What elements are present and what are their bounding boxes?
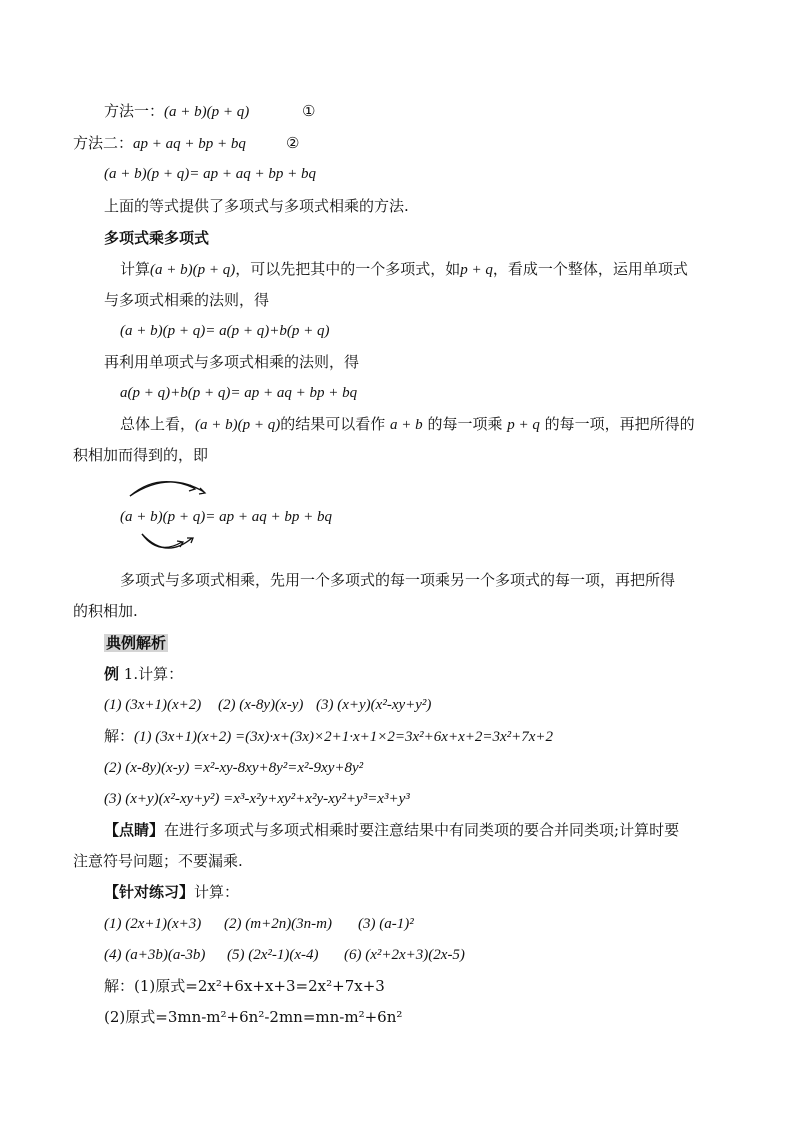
practice-question-1: (1) (2x+1)(x+3) (104, 916, 202, 932)
practice-title (104, 882, 239, 902)
method-one-expression: (a + b)(p + q) (164, 104, 250, 120)
practice-question-5: (5) (2x²-1)(x-4) (227, 947, 319, 963)
solution-1-expression: (1) (3x+1)(x+2) =(3x)·x+(3x)×2+1·x+1×2=3x²+6x+x+2=3x²+7x+2 (134, 729, 554, 745)
practice-question-2: (2) (m+2n)(3n-m) (224, 916, 333, 932)
para3-text-e: 的每一项乘 (427, 415, 503, 433)
practice-answer-2: (2)原式=3mn-m²+6n²-2mn=mn-m²+6n² (104, 1008, 403, 1026)
para1-text-a: 计算 (120, 260, 151, 278)
practice-answer-1: 解：(1)原式=2x²+6x+x+3=2x²+7x+3 (104, 977, 385, 995)
method-one-label: 方法一： (104, 102, 165, 120)
practice-title-text: 计算： (194, 883, 240, 901)
para1-expr-d: p + q (460, 262, 493, 278)
para3-text-g: 的每一项，再把所得的 (544, 415, 695, 433)
practice-question-6: (6) (x²+2x+3)(2x-5) (344, 947, 465, 963)
paragraph-1-line-1 (120, 259, 688, 280)
solution-1 (104, 726, 553, 747)
para1-text-e: ，看成一个整体，运用单项式 (492, 260, 688, 278)
example-title-text: 1.计算： (119, 665, 184, 683)
equality-line: (a + b)(p + q)= ap + aq + bp + bq (104, 166, 316, 182)
tip-line-1 (104, 820, 679, 840)
rule-line-2: 的积相加. (73, 602, 138, 620)
arrow-arc-top-2 (130, 482, 204, 496)
arrow-arc-bottom-2 (142, 534, 192, 548)
paragraph-1-line-2: 与多项式相乘的法则，得 (104, 291, 270, 309)
step-1-equation: (a + b)(p + q)= a(p + q)+b(p + q) (120, 323, 330, 339)
example-label: 例 (104, 665, 120, 683)
equation-mark-1: ① (302, 102, 316, 120)
top-arrows-diagram (118, 472, 218, 502)
practice-question-4: (4) (a+3b)(a-3b) (104, 947, 206, 963)
tip-text: 在进行多项式与多项式相乘时要注意结果中有同类项的要合并同类项;计算时要 (164, 821, 680, 839)
tip-label: 【点睛】 (104, 821, 165, 839)
example-question-3: (3) (x+y)(x²-xy+y²) (316, 697, 432, 713)
arrow-arc-bottom-1 (142, 534, 182, 547)
example-question-2: (2) (x-8y)(x-y) (218, 697, 304, 713)
diagram-expression: (a + b)(p + q)= ap + aq + bp + bq (120, 509, 332, 525)
para1-expr-b: (a + b)(p + q) (150, 262, 236, 278)
para3-expr-b: (a + b)(p + q) (195, 417, 281, 433)
section-highlight: 典例解析 (106, 634, 167, 652)
para3-expr-f: p + q (507, 417, 540, 433)
paragraph-3-line-1 (120, 414, 695, 435)
method-one-line (104, 101, 249, 122)
practice-label: 【针对练习】 (104, 883, 195, 901)
example-title (104, 664, 183, 684)
method-two-label: 方法二： (73, 134, 134, 152)
step-2-equation: a(p + q)+b(p + q)= ap + aq + bp + bq (120, 385, 358, 401)
para3-text-c: 的结果可以看作 (280, 415, 386, 433)
method-statement: 上面的等式提供了多项式与多项式相乘的方法. (104, 197, 409, 215)
rule-line-1: 多项式与多项式相乘，先用一个多项式的每一项乘另一个多项式的每一项，再把所得 (120, 571, 676, 589)
section-heading: 多项式乘多项式 (104, 229, 210, 247)
example-question-1: (1) (3x+1)(x+2) (104, 697, 202, 713)
method-two-expression: ap + aq + bp + bq (133, 136, 246, 152)
solution-3: (3) (x+y)(x²-xy+y²) =x³-x²y+xy²+x²y-xy²+y³=x³+y³ (104, 791, 410, 807)
paragraph-2: 再利用单项式与多项式相乘的法则，得 (104, 353, 360, 371)
para3-text-a: 总体上看， (120, 415, 196, 433)
solution-2: (2) (x-8y)(x-y) =x²-xy-8xy+8y²=x²-9xy+8y² (104, 760, 364, 776)
method-two-line (73, 133, 246, 154)
paragraph-3-line-2: 积相加而得到的，即 (73, 446, 209, 464)
para3-expr-d: a + b (390, 417, 423, 433)
example-section-title (104, 633, 168, 653)
tip-line-2: 注意符号问题；不要漏乘. (73, 852, 243, 870)
equation-mark-2: ② (286, 134, 300, 152)
bottom-arrows-diagram (130, 530, 210, 560)
practice-question-3: (3) (a-1)² (358, 916, 414, 932)
solution-label: 解： (104, 727, 135, 745)
para1-text-c: ，可以先把其中的一个多项式，如 (235, 260, 461, 278)
